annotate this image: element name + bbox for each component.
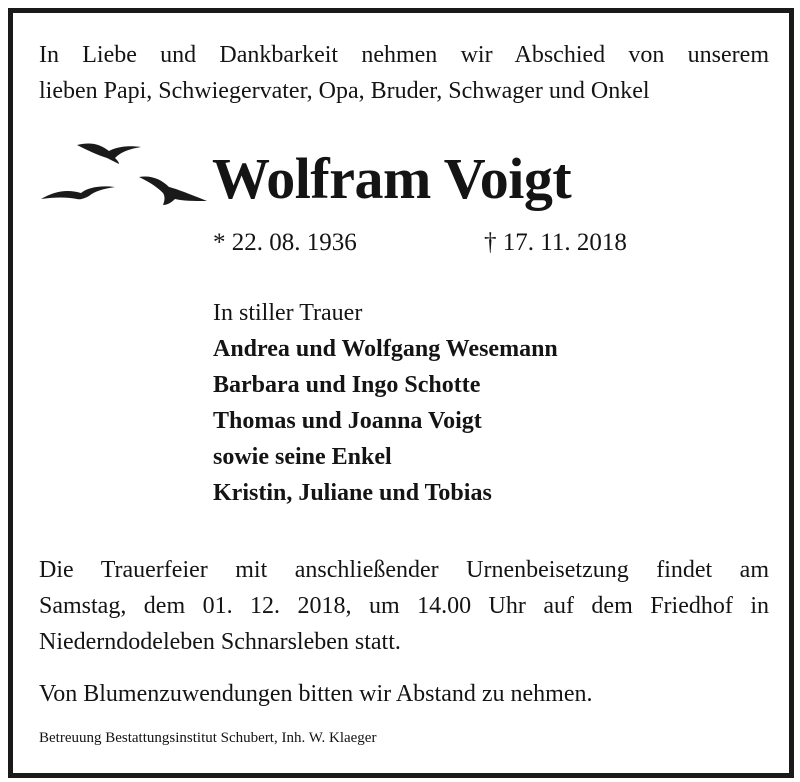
funeral-line-2: Samstag, dem 01. 12. 2018, um 14.00 Uhr auf dem Friedhof in: [39, 593, 769, 619]
bird-icon: [77, 143, 141, 164]
funeral-home-credit: Betreuung Bestattungsinstitut Schubert, Inh. W. Klaeger: [39, 730, 377, 746]
flowers-note: Von Blumenzuwendungen bitten wir Abstand zu nehmen.: [39, 681, 593, 707]
mourner-name: Barbara und Ingo Schotte: [213, 372, 481, 398]
mourners-heading: In stiller Trauer: [213, 300, 363, 326]
death-date: † 17. 11. 2018: [484, 229, 627, 256]
bird-icon: [41, 186, 115, 199]
obituary-notice: [8, 8, 794, 778]
mourners-block: [213, 295, 558, 511]
birth-date: * 22. 08. 1936: [213, 229, 357, 256]
flying-birds-icon: [37, 133, 217, 208]
bird-icon: [139, 176, 207, 205]
intro-line-2: lieben Papi, Schwiegervater, Opa, Bruder, Schwager und Onkel: [39, 78, 650, 104]
mourner-name: Thomas und Joanna Voigt: [213, 408, 482, 434]
intro-line-1: In Liebe und Dankbarkeit nehmen wir Abschied von unserem: [39, 42, 769, 68]
mourner-name: Andrea und Wolfgang Wesemann: [213, 336, 558, 362]
intro-text: [39, 37, 769, 109]
mourner-name: sowie seine Enkel: [213, 444, 392, 470]
funeral-line-3: Niederndodeleben Schnarsleben statt.: [39, 629, 401, 655]
mourner-name: Kristin, Juliane und Tobias: [213, 480, 492, 506]
funeral-details: [39, 552, 769, 660]
funeral-line-1: Die Trauerfeier mit anschließender Urnenbeisetzung findet am: [39, 557, 769, 583]
deceased-name: Wolfram Voigt: [212, 146, 572, 211]
